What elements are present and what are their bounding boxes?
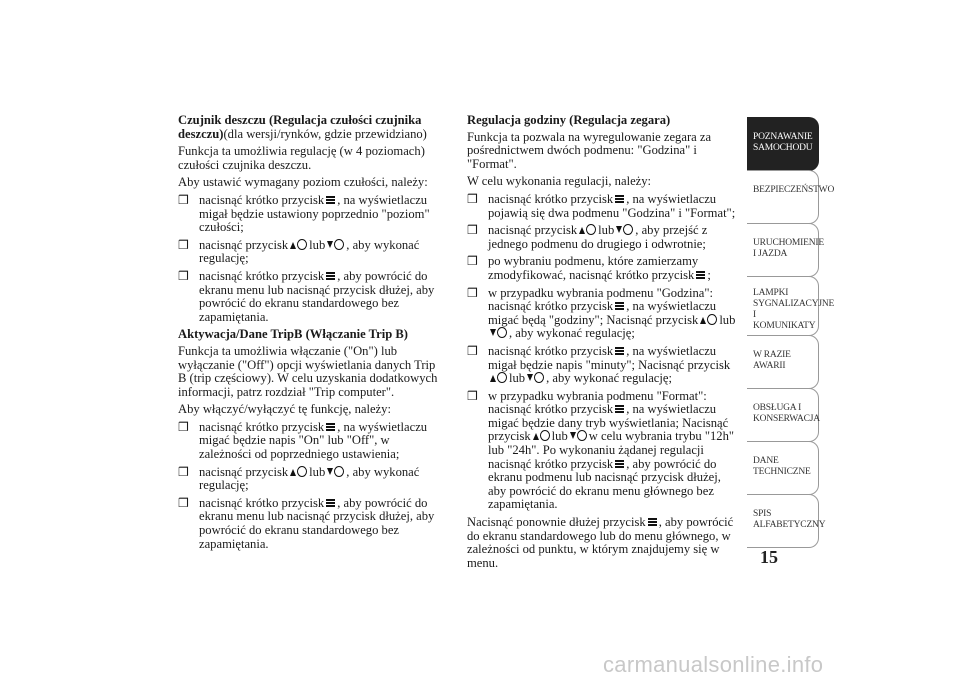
checkbox-bullet-icon: ❒ xyxy=(467,343,478,358)
up-arrow-icon xyxy=(533,433,539,440)
checkbox-bullet-icon: ❒ xyxy=(467,285,478,300)
menu-button-icon xyxy=(326,422,335,432)
paragraph: W celu wykonania regulacji, należy: xyxy=(467,174,652,189)
tab-poznawanie-samochodu[interactable]: POZNAWANIE SAMOCHODU xyxy=(747,117,819,171)
tab-uruchomienie-i-jazda[interactable]: URUCHOMIENIE I JAZDA xyxy=(747,223,819,277)
dial-icon xyxy=(623,224,633,235)
dial-icon xyxy=(297,466,307,477)
tab-lampki-sygnalizacyjne[interactable]: LAMPKI SYGNALIZACYJNE I KOMUNIKATY xyxy=(747,276,819,336)
section-tabs xyxy=(747,117,835,547)
menu-button-icon xyxy=(615,346,624,356)
clock-heading: Regulacja godziny (Regulacja zegara) xyxy=(467,113,671,127)
list-item: ❒ nacisnąć przycisk lub , aby wykonać regulację; xyxy=(178,464,420,493)
up-arrow-icon xyxy=(579,227,585,234)
list-item: ❒ nacisnąć krótko przycisk , na wyświetlaczu migać będzie napis "On" lub "Off", w zależności od poprzedniego ustawienia; xyxy=(178,419,428,462)
list-item: ❒ nacisnąć przycisk lub , aby wykonać regulację; xyxy=(178,237,420,266)
paragraph: Aby ustawić wymagany poziom czułości, należy: xyxy=(178,175,428,190)
rain-sensor-heading: Czujnik deszczu (Regulacja czułości czujnika deszczu)(dla wersji/rynków, gdzie przewidziano) xyxy=(178,113,427,141)
dial-icon xyxy=(540,430,550,441)
tripb-heading: Aktywacja/Dane TripB (Włączanie Trip B) xyxy=(178,327,408,342)
checkbox-bullet-icon: ❒ xyxy=(467,191,478,206)
dial-icon xyxy=(334,466,344,477)
list-item: ❒ nacisnąć krótko przycisk , na wyświetlaczu migał będzie napis "minuty"; Nacisnąć przycisklub , aby wykonać regulację; xyxy=(467,343,731,386)
dial-icon xyxy=(497,327,507,338)
checkbox-bullet-icon: ❒ xyxy=(467,254,478,269)
down-arrow-icon xyxy=(616,226,622,233)
tab-obsluga-i-konserwacja[interactable]: OBSŁUGA I KONSERWACJA xyxy=(747,388,819,442)
list-item: ❒ nacisnąć przycisk lub , aby przejść z jednego podmenu do drugiego i odwrotnie; xyxy=(467,223,708,251)
list-item: ❒ nacisnąć krótko przycisk , aby powrócić do ekranu menu lub nacisnąć przycisk dłużej, aby powrócić do ekranu standardowego bez zapamiętania. xyxy=(178,495,435,551)
paragraph: Funkcja ta umożliwia włączanie ("On") lub wyłączanie ("Off") opcji wyświetlania danych Trip B (trip częściowy). W celu uzyskania dodatkowych informacji, patrz rozdział "Trip computer". xyxy=(178,343,438,399)
watermark: carmanualsonline.info xyxy=(603,652,824,677)
paragraph: Funkcja ta umożliwia regulację (w 4 poziomach) czułości czujnika deszczu. xyxy=(178,144,425,172)
down-arrow-icon xyxy=(570,432,576,439)
menu-button-icon xyxy=(615,459,624,469)
list-item: ❒ po wybraniu podmenu, które zamierzamy zmodyfikować, nacisnąć krótko przycisk ; xyxy=(467,254,711,282)
up-arrow-icon xyxy=(700,317,706,324)
down-arrow-icon xyxy=(327,468,333,475)
list-item: ❒ nacisnąć krótko przycisk , na wyświetlaczu pojawią się dwa podmenu "Godzina" i "Format"; xyxy=(467,191,736,220)
checkbox-bullet-icon: ❒ xyxy=(467,388,478,403)
list-item: ❒ nacisnąć krótko przycisk , aby powrócić do ekranu menu lub nacisnąć przycisk dłużej, aby powrócić do ekranu standardowego bez zapamiętania. xyxy=(178,268,435,324)
paragraph: Nacisnąć ponownie dłużej przycisk , aby powrócić do ekranu standardowego lub do menu głównego, w zależności od punktu, w którym znajdujemy się w menu. xyxy=(467,515,734,570)
checkbox-bullet-icon: ❒ xyxy=(178,464,189,479)
checkbox-bullet-icon: ❒ xyxy=(178,419,189,434)
menu-button-icon xyxy=(615,404,624,414)
dial-icon xyxy=(586,224,596,235)
menu-button-icon xyxy=(326,271,335,281)
dial-icon xyxy=(497,372,507,383)
right-column xyxy=(467,114,737,574)
checkbox-bullet-icon: ❒ xyxy=(178,495,189,510)
up-arrow-icon xyxy=(290,469,296,476)
menu-button-icon xyxy=(326,498,335,508)
paragraph: Aby włączyć/wyłączyć tę funkcję, należy: xyxy=(178,402,391,417)
menu-button-icon xyxy=(615,301,624,311)
down-arrow-icon xyxy=(527,374,533,381)
checkbox-bullet-icon: ❒ xyxy=(178,237,189,252)
dial-icon xyxy=(334,239,344,250)
menu-button-icon xyxy=(615,194,624,204)
dial-icon xyxy=(577,430,587,441)
list-item: ❒ w przypadku wybrania podmenu "Godzina": nacisnąć krótko przycisk , na wyświetlaczu migać będą "godziny"; Nacisnąć przycisk lub, aby wykonać regulację; xyxy=(467,285,736,341)
tab-w-razie-awarii[interactable]: W RAZIE AWARII xyxy=(747,335,819,389)
up-arrow-icon xyxy=(490,375,496,382)
tab-dane-techniczne[interactable]: DANE TECHNICZNE xyxy=(747,441,819,495)
tab-spis-alfabetyczny[interactable]: SPIS ALFABETYCZNY xyxy=(747,494,819,548)
dial-icon xyxy=(534,372,544,383)
menu-button-icon xyxy=(696,270,705,280)
up-arrow-icon xyxy=(290,242,296,249)
paragraph: Funkcja ta pozwala na wyregulowanie zegara za pośrednictwem dwóch podmenu: "Godzina" i "Format". xyxy=(467,129,712,171)
checkbox-bullet-icon: ❒ xyxy=(178,192,189,207)
left-column xyxy=(178,114,440,555)
dial-icon xyxy=(707,314,717,325)
down-arrow-icon xyxy=(490,329,496,336)
list-item: ❒ w przypadku wybrania podmenu "Format": nacisnąć krótko przycisk , na wyświetlaczu migać będzie dany tryb wyświetlania; Nacisnąć przycisk lub w celu wybrania trybu "12h" lub "24h". Po wykonaniu żądanej regulacji nacisnąć krótko przycisk , aby powrócić do ekranu podmenu lub nacisnąć przycisk dłużej, aby powrócić do ekranu menu głównego bez zapamiętania. xyxy=(467,388,735,512)
dial-icon xyxy=(297,239,307,250)
menu-button-icon xyxy=(326,195,335,205)
tab-bezpieczenstwo[interactable]: BEZPIECZEŃSTWO xyxy=(747,170,819,224)
checkbox-bullet-icon: ❒ xyxy=(178,268,189,283)
down-arrow-icon xyxy=(327,241,333,248)
list-item: ❒ nacisnąć krótko przycisk , na wyświetlaczu migał będzie ustawiony poprzednio "poziom" czułości; xyxy=(178,192,430,235)
page-number: 15 xyxy=(760,547,778,567)
checkbox-bullet-icon: ❒ xyxy=(467,223,478,238)
menu-button-icon xyxy=(648,517,657,527)
